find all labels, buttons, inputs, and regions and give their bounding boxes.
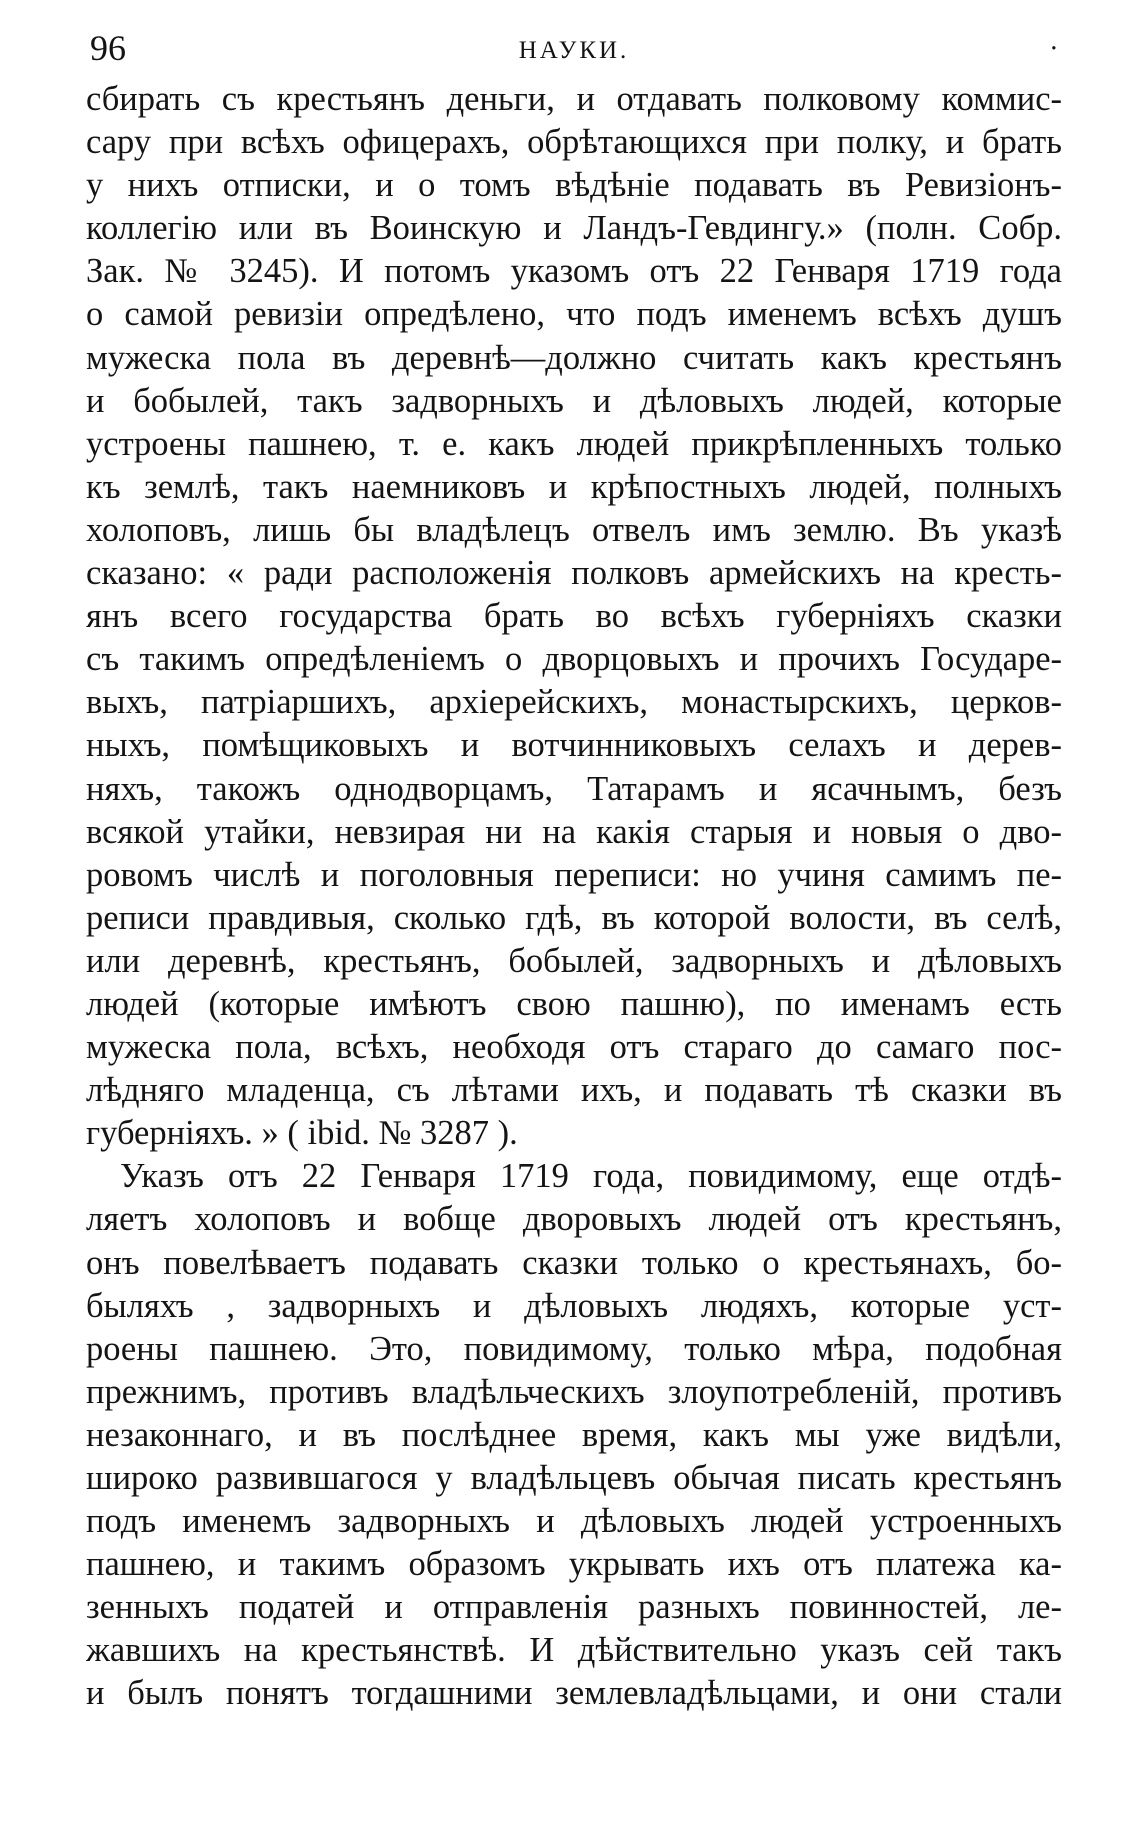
page-header: [86, 28, 1062, 78]
text-line: ныхъ, помѣщиковыхъ и вотчинниковыхъ селахъ и дерев-: [86, 726, 1062, 765]
text-line: незаконнаго, и въ послѣднее время, какъ мы уже видѣли,: [86, 1415, 1062, 1454]
text-line: реписи правдивыя, сколько гдѣ, въ которой волости, въ селѣ,: [86, 898, 1062, 937]
text-line: зенныхъ податей и отправленія разныхъ повинностей, ле-: [86, 1588, 1062, 1627]
text-line: Указъ отъ 22 Генваря 1719 года, повидимому, еще отдѣ-: [120, 1157, 1062, 1196]
text-line: губерніяхъ. » ( ibid. № 3287 ).: [86, 1114, 518, 1153]
text-line: янъ всего государства брать во всѣхъ губерніяхъ сказки: [86, 597, 1062, 636]
text-line: выхъ, патріаршихъ, архіерейскихъ, монастырскихъ, церков-: [86, 683, 1062, 722]
text-line: о самой ревизіи опредѣлено, что подъ именемъ всѣхъ душъ: [86, 295, 1062, 334]
text-line: сбирать съ крестьянъ деньги, и отдавать полковому коммис-: [86, 80, 1062, 118]
text-line: къ землѣ, такъ наемниковъ и крѣпостныхъ людей, полныхъ: [86, 467, 1062, 506]
text-line: или деревнѣ, крестьянъ, бобылей, задворныхъ и дѣловыхъ: [86, 941, 1062, 980]
text-line: сару при всѣхъ офицерахъ, обрѣтающихся при полку, и брать: [86, 123, 1062, 162]
text-line: ляетъ холоповъ и вобще дворовыхъ людей отъ крестьянъ,: [86, 1200, 1062, 1239]
paragraph: [86, 78, 1062, 1155]
text-line: Зак. № 3245). И потомъ указомъ отъ 22 Генваря 1719 года: [86, 252, 1062, 291]
text-line: подъ именемъ задворныхъ и дѣловыхъ людей устроенныхъ: [86, 1502, 1062, 1541]
text-line: сказано: « ради расположенія полковъ армейскихъ на кресть-: [86, 554, 1062, 593]
text-line: холоповъ, лишь бы владѣлецъ отвелъ имъ землю. Въ указѣ: [86, 510, 1062, 549]
text-line: жавшихъ на крестьянствѣ. И дѣйствительно указъ сей такъ: [86, 1631, 1062, 1670]
text-line: устроены пашнею, т. е. какъ людей прикрѣпленныхъ только: [86, 424, 1062, 463]
text-line: лѣдняго младенца, съ лѣтами ихъ, и подавать тѣ сказки въ: [86, 1071, 1062, 1110]
text-line: быляхъ , задворныхъ и дѣловыхъ людяхъ, которые уст-: [86, 1286, 1062, 1325]
book-page: [86, 28, 1062, 1716]
text-line: и бобылей, такъ задворныхъ и дѣловыхъ людей, которые: [86, 381, 1062, 420]
text-line: прежнимъ, противъ владѣльческихъ злоупотребленій, противъ: [86, 1372, 1062, 1411]
text-line: людей (которые имѣютъ свою пашню), по именамъ есть: [86, 984, 1062, 1023]
text-line: ровомъ числѣ и поголовныя переписи: но учиня самимъ пе-: [86, 855, 1062, 894]
text-line: пашнею, и такимъ образомъ укрывать ихъ отъ платежа ка-: [86, 1545, 1062, 1584]
text-line: няхъ, такожъ однодворцамъ, Татарамъ и ясачнымъ, безъ: [86, 769, 1062, 808]
text-line: роены пашнею. Это, повидимому, только мѣра, подобная: [86, 1329, 1062, 1368]
text-line: мужеска пола въ деревнѣ—должно считать какъ крестьянъ: [86, 338, 1062, 377]
paragraph: [86, 1155, 1062, 1715]
running-head: НАУКИ.: [518, 37, 630, 64]
text-line: онъ повелѣваетъ подавать сказки только о крестьянахъ, бо-: [86, 1243, 1062, 1282]
text-line: всякой утайки, невзирая ни на какія старыя и новыя о дво-: [86, 812, 1062, 851]
page-number: 96: [90, 28, 126, 68]
text-line: у нихъ отписки, и о томъ вѣдѣніе подавать въ Ревизіонъ-: [86, 166, 1062, 205]
text-line: коллегію или въ Воинскую и Ландъ-Гевдингу.» (полн. Собр.: [86, 209, 1062, 248]
text-line: мужеска пола, всѣхъ, необходя отъ стараго до самаго пос-: [86, 1028, 1062, 1067]
body-text: [86, 78, 1062, 1716]
text-line: съ такимъ опредѣленіемъ о дворцовыхъ и прочихъ Государе-: [86, 640, 1062, 679]
text-line: и былъ понятъ тогдашними землевладѣльцами, и они стали: [86, 1674, 1062, 1713]
text-line: широко развившагося у владѣльцевъ обычая писать крестьянъ: [86, 1459, 1062, 1497]
corner-mark: ·: [1049, 34, 1058, 64]
